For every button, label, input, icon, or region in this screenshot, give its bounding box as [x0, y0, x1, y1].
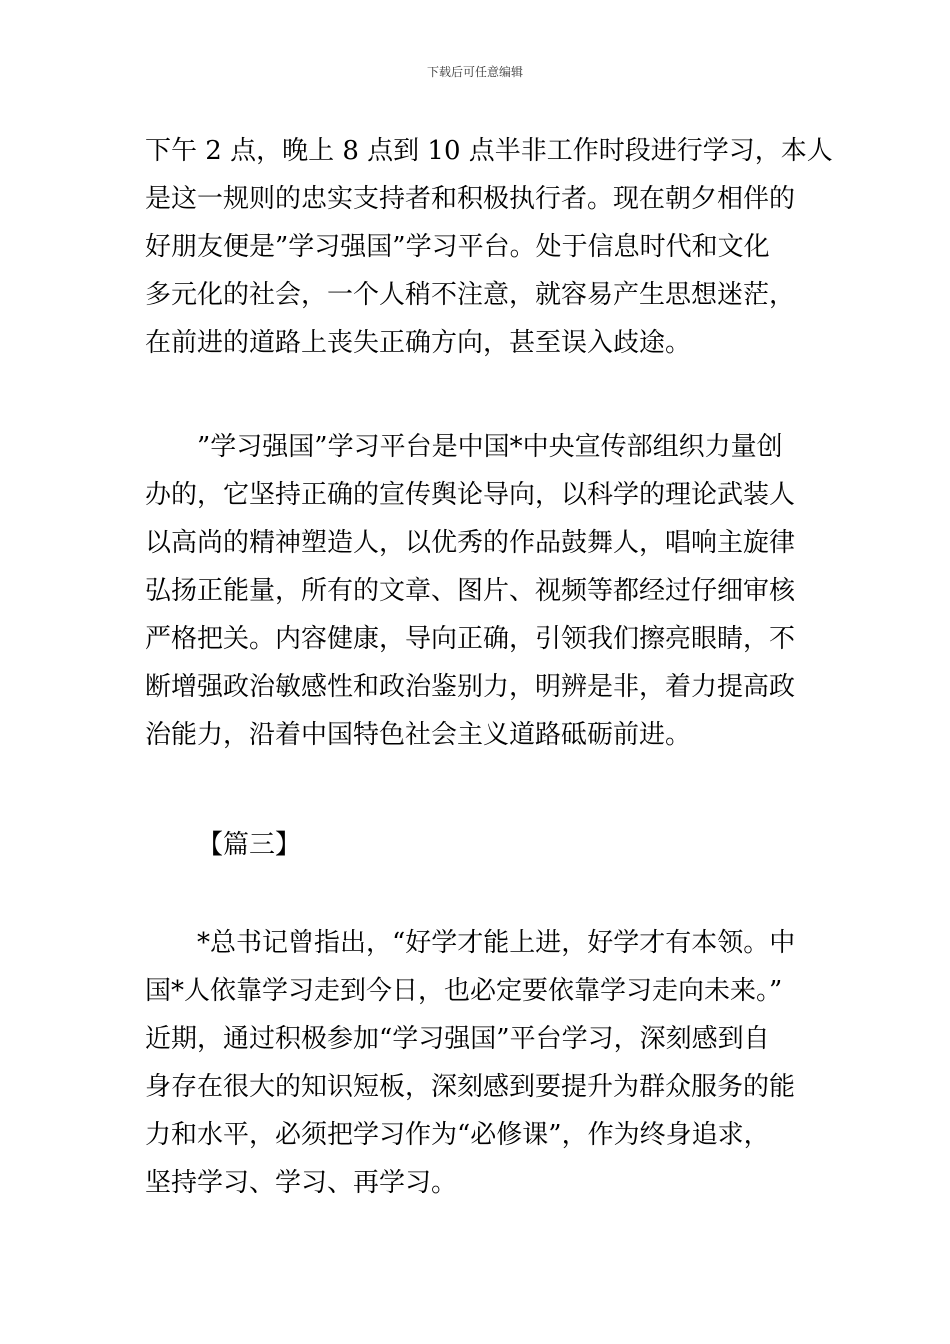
paragraph-3-line-4: 身存在很大的知识短板，深刻感到要提升为群众服务的能: [145, 1072, 796, 1102]
paragraph-3-line-3: 近期，通过积极参加“学习强国”平台学习，深刻感到自: [145, 1024, 770, 1054]
paragraph-2-line-6: 断增强政治敏感性和政治鉴别力，明辨是非，着力提高政: [145, 672, 796, 702]
paragraph-1-line-2: 是这一规则的忠实支持者和积极执行者。现在朝夕相伴的: [145, 184, 796, 214]
paragraph-2-line-3: 以高尚的精神塑造人，以优秀的作品鼓舞人，唱响主旋律: [145, 528, 796, 558]
paragraph-1-line-5: 在前进的道路上丧失正确方向，甚至误入歧途。: [145, 328, 692, 358]
section-heading: 【篇三】: [197, 830, 302, 860]
paragraph-3-line-5: 力和水平，必须把学习作为“必修课”，作为终身追求，: [145, 1120, 770, 1150]
header-note: 下载后可任意编辑: [426, 65, 523, 79]
paragraph-2-line-5: 严格把关。内容健康，导向正确，引领我们擦亮眼睛，不: [145, 624, 796, 654]
paragraph-3-line-6: 坚持学习、学习、再学习。: [145, 1168, 458, 1198]
paragraph-1-line-1: 下午 2 点，晚上 8 点到 10 点半非工作时段进行学习，本人: [145, 136, 833, 166]
paragraph-3-line-1: *总书记曾指出，“好学才能上进，好学才有本领。中: [197, 928, 796, 958]
paragraph-3-line-2: 国*人依靠学习走到今日，也必定要依靠学习走向未来。”: [145, 976, 783, 1006]
paragraph-2-line-2: 办的，它坚持正确的宣传舆论导向，以科学的理论武装人: [145, 480, 796, 510]
paragraph-2-line-7: 治能力，沿着中国特色社会主义道路砥砺前进。: [145, 720, 692, 750]
paragraph-2-line-1: ”学习强国”学习平台是中国*中央宣传部组织力量创: [197, 432, 783, 462]
paragraph-1-line-3: 好朋友便是”学习强国”学习平台。处于信息时代和文化: [145, 232, 770, 262]
paragraph-2-line-4: 弘扬正能量，所有的文章、图片、视频等都经过仔细审核: [145, 576, 796, 606]
paragraph-1-line-4: 多元化的社会，一个人稍不注意，就容易产生思想迷茫，: [145, 280, 796, 310]
